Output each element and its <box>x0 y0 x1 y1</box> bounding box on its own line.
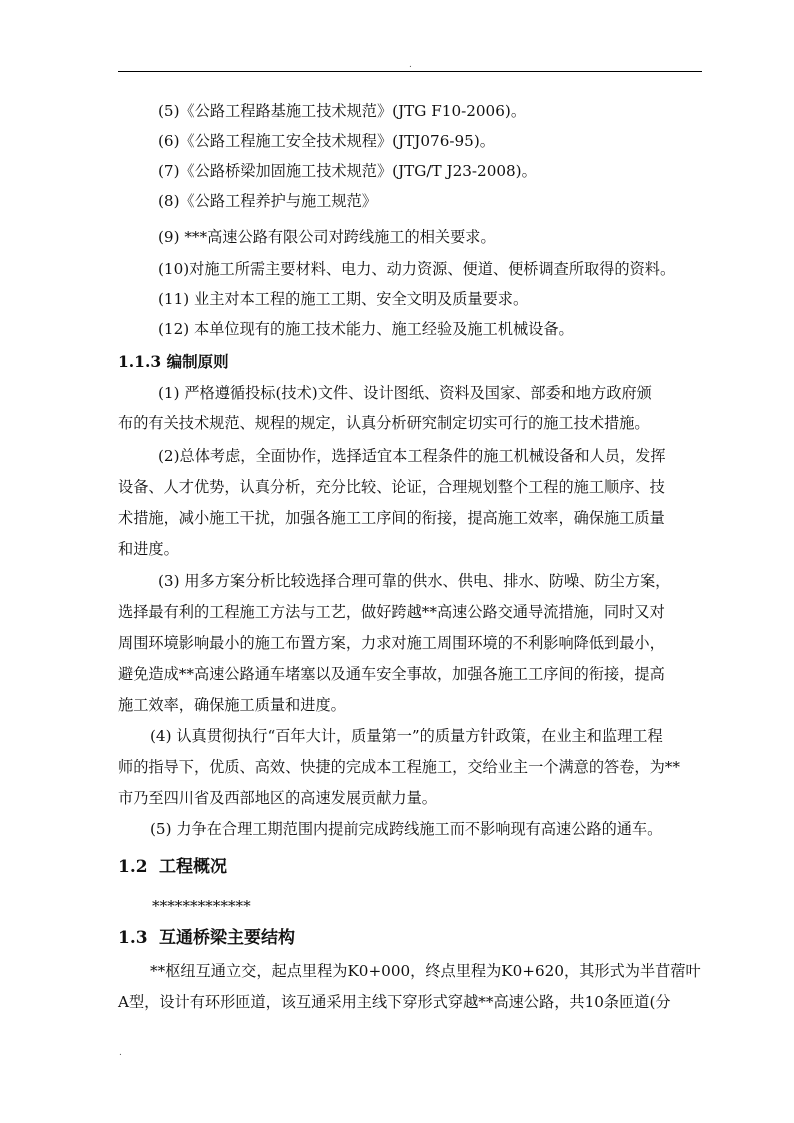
principle-line: 选择最有利的工程施工方法与工艺，做好跨越**高速公路交通导流措施，同时又对 <box>118 603 665 621</box>
principle-line: 周围环境影响最小的施工布置方案，力求对施工周围环境的不利影响降低到最小， <box>118 634 665 652</box>
principle-line: 布的有关技术规范、规程的规定，认真分析研究制定切实可行的施工技术措施。 <box>118 414 650 432</box>
section-number: 1.3 <box>118 928 148 948</box>
reference-item: (8)《公路工程养护与施工规范》 <box>158 192 377 210</box>
principle-line: 避免造成**高速公路通车堵塞以及通车安全事故，加强各施工工序间的衔接，提高 <box>118 665 665 683</box>
section-body-line: **枢纽互通立交，起点里程为K0+000，终点里程为K0+620，其形式为半苜蓿叶 <box>150 962 701 980</box>
reference-item: (11) 业主对本工程的施工工期、安全文明及质量要求。 <box>158 290 529 308</box>
section-title: 工程概况 <box>159 857 227 877</box>
reference-item: (12) 本单位现有的施工技术能力、施工经验及施工机械设备。 <box>158 320 574 338</box>
reference-item: (5)《公路工程路基施工技术规范》(JTG F10-2006)。 <box>158 102 527 120</box>
header-mark: . <box>409 60 412 70</box>
section-heading-1-1-3 <box>118 352 229 372</box>
principle-line: (5) 力争在合理工期范围内提前完成跨线施工而不影响现有高速公路的通车。 <box>150 820 663 838</box>
reference-item: (6)《公路工程施工安全技术规程》(JTJ076-95)。 <box>158 132 495 150</box>
principle-line: 术措施，减小施工干扰，加强各施工工序间的衔接，提高施工效率，确保施工质量 <box>118 509 665 527</box>
principle-line: (4) 认真贯彻执行“百年大计，质量第一”的质量方针政策，在业主和监理工程 <box>150 727 663 745</box>
section-body-placeholder: ************* <box>152 897 251 915</box>
principle-line: (2)总体考虑，全面协作，选择适宜本工程条件的施工机械设备和人员，发挥 <box>158 447 666 465</box>
section-heading-1-2 <box>118 857 227 877</box>
section-title: 互通桥梁主要结构 <box>159 928 295 948</box>
principle-line: 和进度。 <box>118 540 179 558</box>
section-body-line: A型，设计有环形匝道，该互通采用主线下穿形式穿越**高速公路，共10条匝道(分 <box>118 993 671 1011</box>
section-number: 1.1.3 <box>118 352 162 371</box>
reference-item: (9) ***高速公路有限公司对跨线施工的相关要求。 <box>158 228 496 246</box>
section-number: 1.2 <box>118 857 148 877</box>
principle-line: 设备、人才优势，认真分析，充分比较、论证，合理规划整个工程的施工顺序、技 <box>118 478 665 496</box>
principle-line: 市乃至四川省及西部地区的高速发展贡献力量。 <box>118 789 437 807</box>
section-heading-1-3 <box>118 928 295 948</box>
principle-line: (3) 用多方案分析比较选择合理可靠的供水、供电、排水、防噪、防尘方案， <box>158 572 671 590</box>
reference-item: (10)对施工所需主要材料、电力、动力资源、便道、便桥调查所取得的资料。 <box>158 260 676 278</box>
principle-line: 施工效率，确保施工质量和进度。 <box>118 696 346 714</box>
footer-mark: . <box>119 1048 122 1058</box>
reference-item: (7)《公路桥梁加固施工技术规范》(JTG/T J23-2008)。 <box>158 162 537 180</box>
section-title: 编制原则 <box>166 352 229 371</box>
principle-line: 师的指导下，优质、高效、快捷的完成本工程施工，交给业主一个满意的答卷，为** <box>118 758 680 776</box>
header-rule <box>118 71 702 72</box>
principle-line: (1) 严格遵循投标(技术)文件、设计图纸、资料及国家、部委和地方政府颁 <box>158 384 652 402</box>
